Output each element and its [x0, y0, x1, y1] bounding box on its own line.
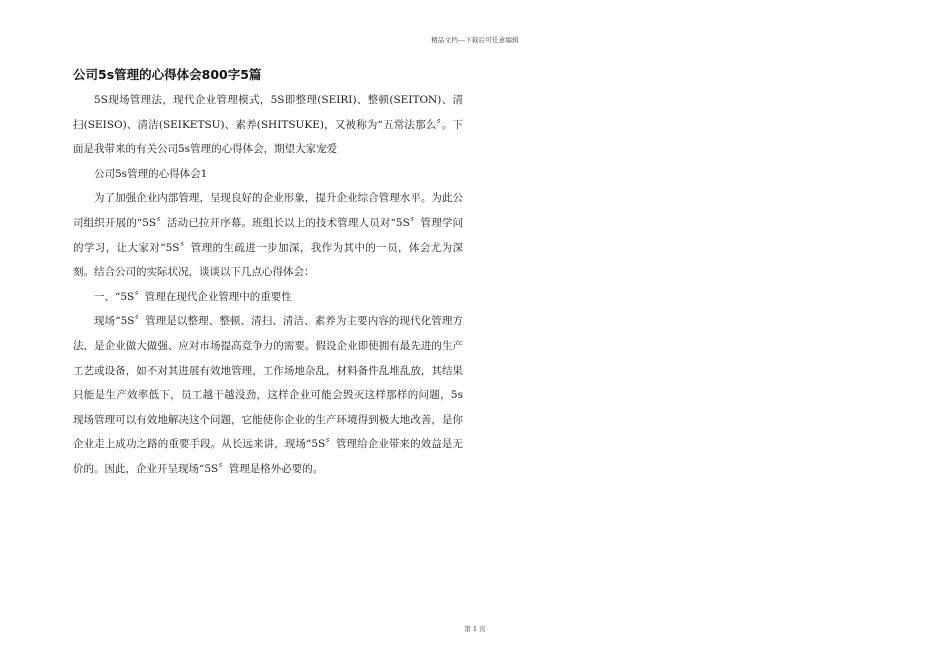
paragraph-intro: 5S现场管理法，现代企业管理模式，5S即整理(SEIRI)、整顿(SEITON)、清扫(SEISO)、清洁(SEIKETSU)、素养(SHITSUKE)，又被称为“五常法那么〞。下面是我带来的有关公司5s管理的心得体会，期望大家宠爱	[73, 94, 463, 156]
page-number: 第 1 页	[464, 625, 486, 633]
section-heading-1: 公司5s管理的心得体会1	[94, 167, 208, 180]
document-title: 公司5s管理的心得体会800字5篇	[73, 67, 262, 82]
paragraph-importance: 现场“5S〞管理是以整理、整顿、清扫、清洁、素养为主要内容的现代化管理方法，是企业做大做强、应对市场提高竞争力的需要。假设企业即使拥有最先进的生产工艺或设备，如不对其进展有效地管理，工作场地杂乱，材料备件乱堆乱放，其结果只能是生产效率低下，员工越干越没劲，这样企业可能会毁灭这样那样的问题，5s现场管理可以有效地解决这个问题，它能使你企业的生产环境得到极大地改善，是你企业走上成功之路的重要手段。从长远来讲，现场“5S〞管理给企业带来的效益是无价的。因此，企业开呈现场“5S〞管理是格外必要的。	[73, 315, 463, 475]
subheading-importance: 一、“5S〞管理在现代企业管理中的重要性	[94, 290, 292, 303]
document-body	[73, 64, 463, 482]
paragraph-section-1: 为了加强企业内部管理，呈现良好的企业形象，提升企业综合管理水平。为此公司组织开展的“5S〞活动已拉开序幕。班组长以上的技术管理人员对“5S〞管理学问的学习，让大家对“5S〞管理的生疏进一步加深，我作为其中的一员，体会尤为深刻。结合公司的实际状况，谈谈以下几点心得体会：	[73, 192, 463, 279]
page-header-note: 精品文档---下载后可任意编辑	[431, 36, 519, 44]
